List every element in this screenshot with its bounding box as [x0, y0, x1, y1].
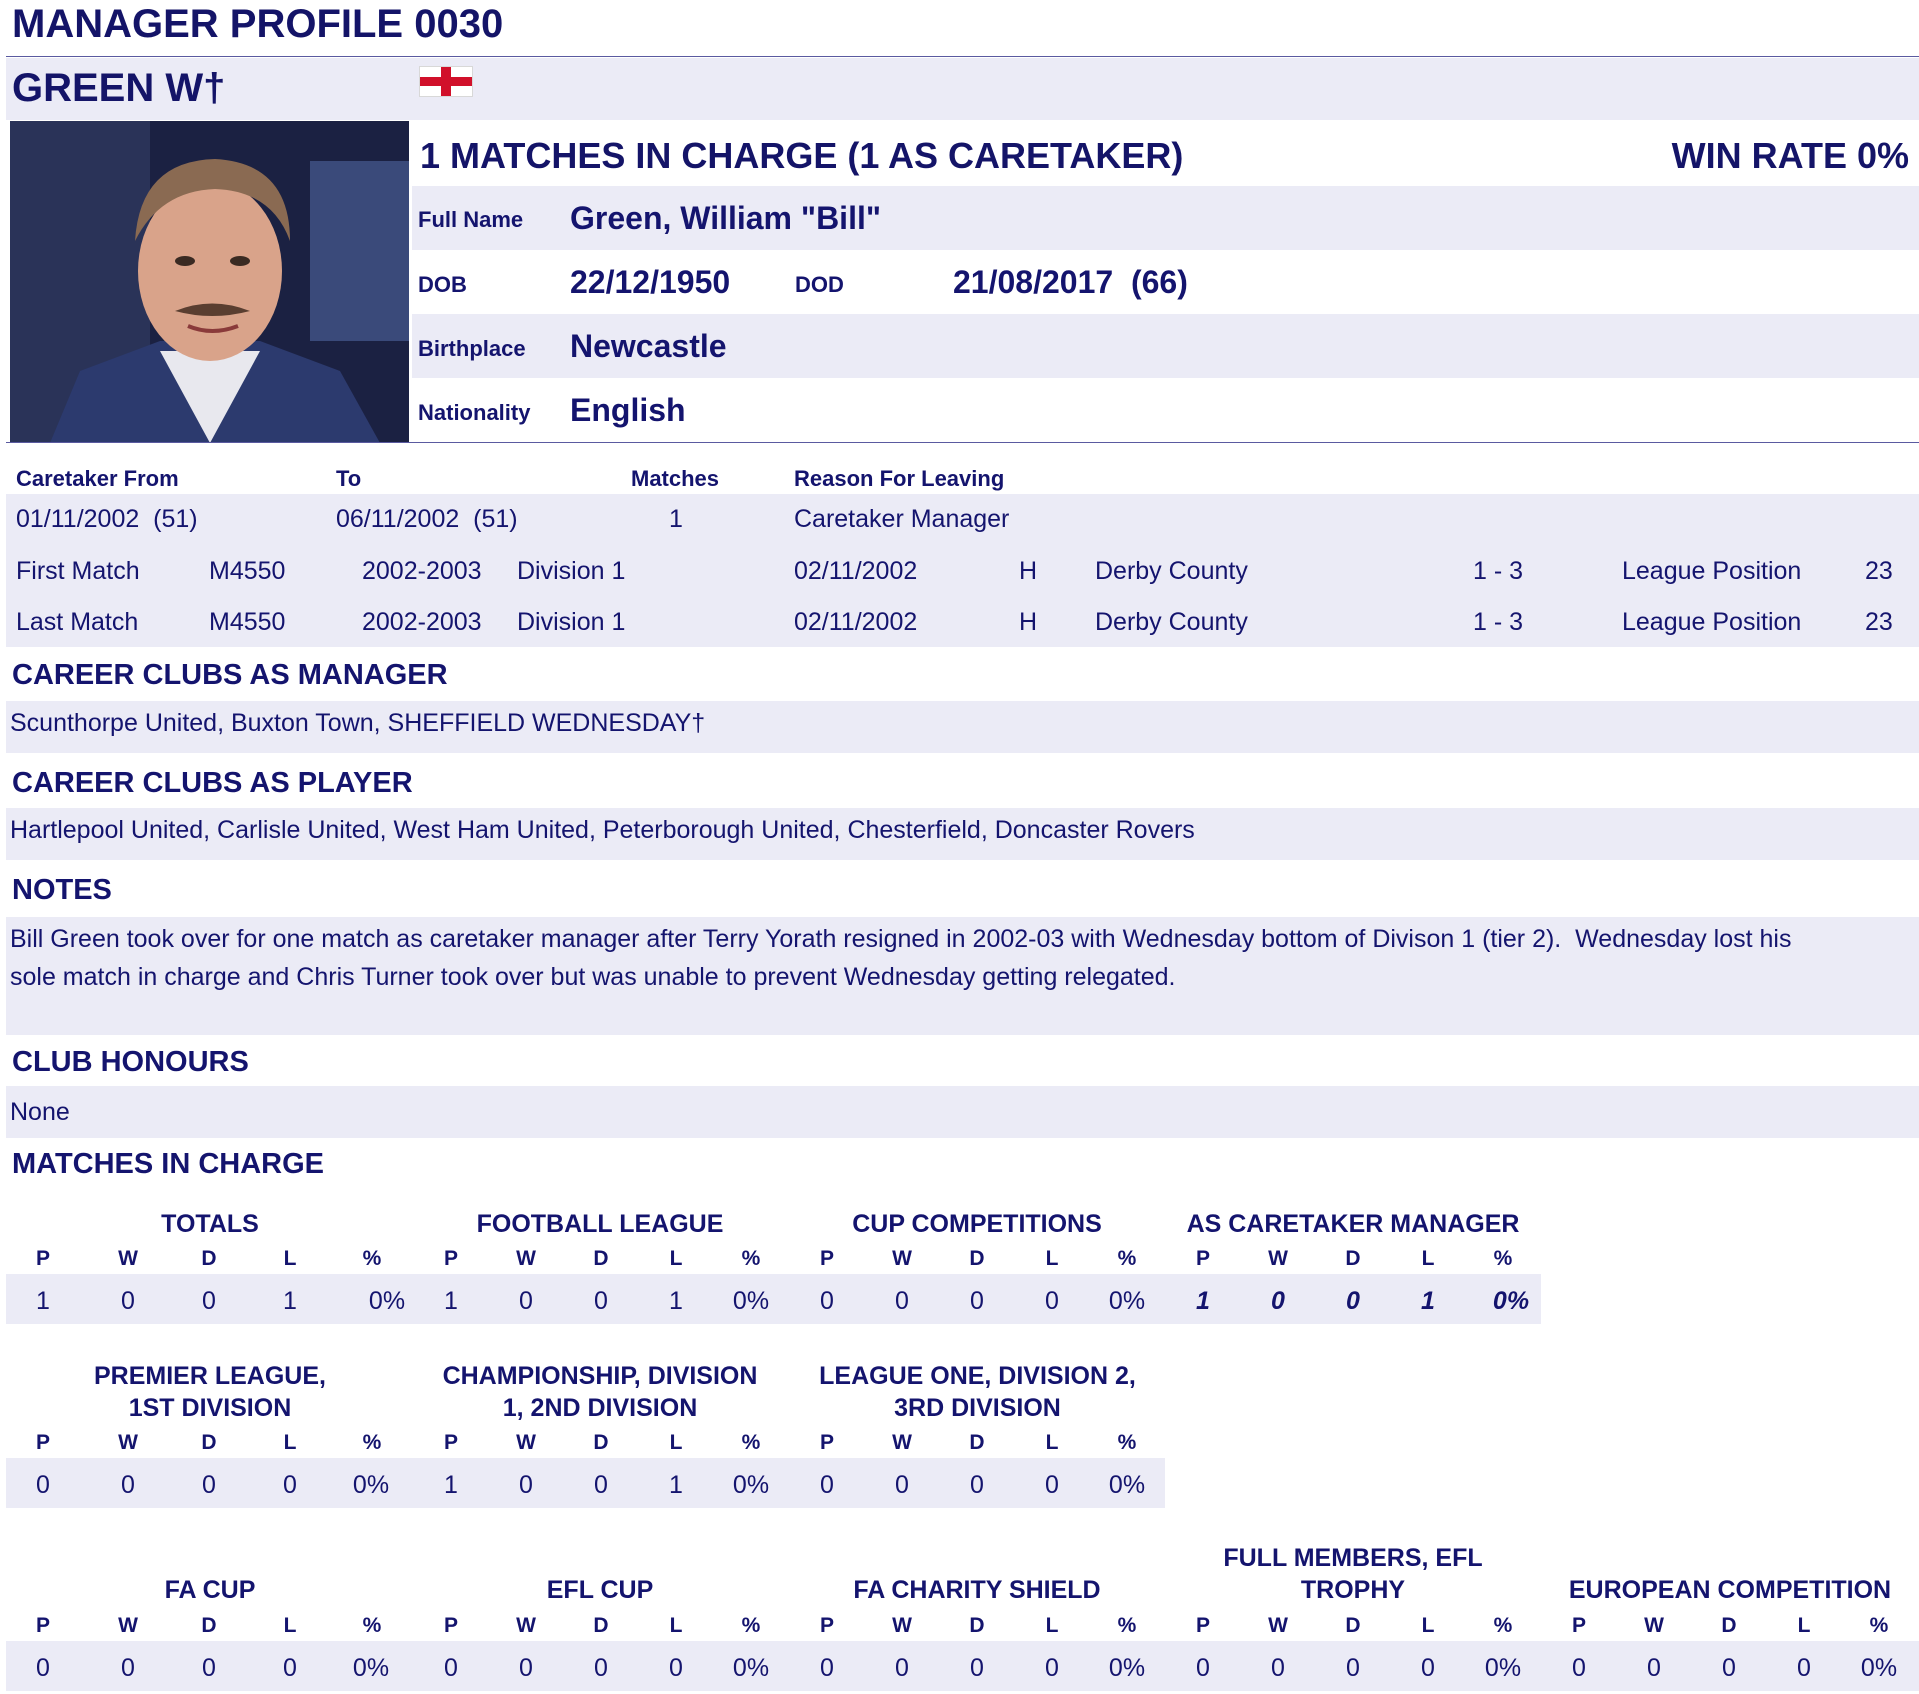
title-divider: [6, 56, 1919, 57]
stat-p: 0: [444, 1654, 458, 1682]
stat-w: 0: [121, 1654, 135, 1682]
col-d: D: [1345, 1614, 1361, 1637]
stats-group-title: EUROPEAN COMPETITION: [1568, 1576, 1892, 1604]
col-d: D: [201, 1247, 217, 1270]
dob-label: DOB: [418, 272, 467, 297]
clubs-player-title: CAREER CLUBS AS PLAYER: [12, 767, 413, 799]
match-opponent: Derby County: [1095, 557, 1248, 585]
col-d: D: [969, 1614, 985, 1637]
col-l: L: [1045, 1614, 1059, 1637]
col-p: P: [35, 1614, 50, 1637]
stat-w: 0: [1271, 1287, 1285, 1315]
col-pct: %: [1117, 1431, 1137, 1454]
matches-in-charge-title: MATCHES IN CHARGE: [12, 1148, 325, 1180]
col-pct: %: [741, 1614, 761, 1637]
stat-l: 0: [1045, 1654, 1059, 1682]
col-d: D: [593, 1247, 609, 1270]
stat-w: 0: [519, 1471, 533, 1499]
col-d: D: [201, 1614, 217, 1637]
col-l: L: [1421, 1614, 1435, 1637]
col-l: L: [669, 1614, 683, 1637]
notes-line-2: sole match in charge and Chris Turner took over but was unable to prevent Wednesday getting relegated.: [10, 963, 1176, 991]
dod-label: DOD: [795, 272, 844, 297]
caretaker-to-header: To: [336, 466, 362, 491]
match-score: 1 - 3: [1473, 557, 1524, 585]
stats-group-title: CHAMPIONSHIP, DIVISION 1, 2ND DIVISION: [442, 1362, 758, 1422]
stat-pct: 0%: [1108, 1287, 1146, 1315]
match-date: 02/11/2002: [794, 557, 918, 585]
honours-title: CLUB HONOURS: [12, 1046, 249, 1078]
stat-p: 0: [820, 1287, 834, 1315]
col-pct: %: [362, 1614, 382, 1637]
stat-pct: 0%: [1860, 1654, 1898, 1682]
col-d: D: [1721, 1614, 1737, 1637]
col-w: W: [1644, 1614, 1664, 1637]
nationality-label: Nationality: [418, 400, 531, 425]
col-l: L: [1421, 1247, 1435, 1270]
match-code: M4550: [209, 557, 286, 585]
stat-l: 1: [283, 1287, 297, 1315]
col-pct: %: [1117, 1614, 1137, 1637]
match-season: 2002-2003: [362, 608, 482, 636]
manager-photo: [10, 121, 409, 443]
stat-w: 0: [121, 1471, 135, 1499]
stat-p: 0: [820, 1654, 834, 1682]
stat-l: 0: [669, 1654, 683, 1682]
col-pct: %: [1117, 1247, 1137, 1270]
notes-title: NOTES: [12, 874, 112, 906]
stat-l: 0: [1045, 1471, 1059, 1499]
stat-d: 0: [202, 1471, 216, 1499]
stat-pct: 0%: [1108, 1654, 1146, 1682]
stat-pct: 0%: [1108, 1471, 1146, 1499]
stat-p: 1: [444, 1287, 458, 1315]
col-l: L: [283, 1247, 297, 1270]
stat-w: 0: [1647, 1654, 1661, 1682]
match-score: 1 - 3: [1473, 608, 1524, 636]
stat-d: 0: [202, 1287, 216, 1315]
col-w: W: [892, 1614, 912, 1637]
col-p: P: [1195, 1614, 1210, 1637]
stat-l: 0: [1797, 1654, 1811, 1682]
col-p: P: [443, 1247, 458, 1270]
col-p: P: [819, 1614, 834, 1637]
col-d: D: [969, 1247, 985, 1270]
honours-band: [6, 1086, 1919, 1138]
league-position-label: League Position: [1622, 608, 1802, 636]
col-p: P: [1571, 1614, 1586, 1637]
stat-p: 1: [444, 1471, 458, 1499]
stat-d: 0: [1722, 1654, 1736, 1682]
match-date: 02/11/2002: [794, 608, 918, 636]
col-w: W: [516, 1247, 536, 1270]
stat-d: 0: [594, 1654, 608, 1682]
stat-w: 0: [895, 1654, 909, 1682]
stat-w: 0: [519, 1287, 533, 1315]
stat-pct: 0%: [368, 1287, 406, 1315]
win-rate: WIN RATE 0%: [1671, 135, 1909, 176]
stat-p: 0: [1196, 1654, 1210, 1682]
matches-in-charge-heading: 1 MATCHES IN CHARGE (1 AS CARETAKER): [420, 135, 1184, 176]
name-band: [6, 58, 1919, 120]
stat-d: 0: [970, 1471, 984, 1499]
col-pct: %: [1493, 1247, 1513, 1270]
caretaker-reason: Caretaker Manager: [794, 505, 1010, 533]
col-w: W: [892, 1247, 912, 1270]
clubs-manager-title: CAREER CLUBS AS MANAGER: [12, 659, 448, 691]
stats-group-title: LEAGUE ONE, DIVISION 2, 3RD DIVISION: [819, 1362, 1136, 1422]
stat-pct: 0%: [1492, 1287, 1530, 1315]
stat-l: 0: [283, 1654, 297, 1682]
stat-d: 0: [202, 1654, 216, 1682]
col-w: W: [118, 1431, 138, 1454]
stat-w: 0: [895, 1471, 909, 1499]
stat-p: 0: [36, 1654, 50, 1682]
stat-l: 1: [1421, 1287, 1435, 1315]
stats-group-title: CUP COMPETITIONS: [852, 1210, 1102, 1238]
birthplace-value: Newcastle: [570, 328, 727, 364]
stat-l: 0: [1045, 1287, 1059, 1315]
col-p: P: [819, 1247, 834, 1270]
stat-d: 0: [1346, 1287, 1360, 1315]
caretaker-reason-header: Reason For Leaving: [794, 466, 1005, 491]
stat-l: 1: [669, 1287, 683, 1315]
stat-p: 0: [1572, 1654, 1586, 1682]
col-p: P: [443, 1431, 458, 1454]
birthplace-label: Birthplace: [418, 336, 526, 361]
league-position-label: League Position: [1622, 557, 1802, 585]
col-w: W: [892, 1431, 912, 1454]
clubs-manager-text: Scunthorpe United, Buxton Town, SHEFFIELD WEDNESDAY†: [10, 709, 706, 737]
match-season: 2002-2003: [362, 557, 482, 585]
match-row-label: Last Match: [16, 608, 139, 636]
stats-group-title: PREMIER LEAGUE, 1ST DIVISION: [94, 1362, 326, 1422]
match-row-label: First Match: [16, 557, 140, 585]
stat-d: 0: [970, 1287, 984, 1315]
match-division: Division 1: [517, 608, 626, 636]
col-d: D: [201, 1431, 217, 1454]
col-l: L: [669, 1247, 683, 1270]
stat-pct: 0%: [732, 1654, 770, 1682]
col-w: W: [118, 1614, 138, 1637]
caretaker-from: 01/11/2002 (51): [16, 505, 198, 533]
stat-w: 0: [895, 1287, 909, 1315]
stat-w: 0: [519, 1654, 533, 1682]
col-p: P: [35, 1247, 50, 1270]
col-p: P: [443, 1614, 458, 1637]
match-division: Division 1: [517, 557, 626, 585]
manager-name: GREEN W†: [12, 66, 226, 110]
col-pct: %: [741, 1431, 761, 1454]
col-l: L: [1045, 1431, 1059, 1454]
col-p: P: [35, 1431, 50, 1454]
match-venue: H: [1019, 608, 1038, 636]
stat-pct: 0%: [1484, 1654, 1522, 1682]
nationality-value: English: [570, 392, 686, 428]
match-code: M4550: [209, 608, 286, 636]
stat-pct: 0%: [732, 1287, 770, 1315]
col-l: L: [1045, 1247, 1059, 1270]
col-pct: %: [362, 1431, 382, 1454]
stat-d: 0: [594, 1287, 608, 1315]
col-l: L: [669, 1431, 683, 1454]
col-l: L: [283, 1431, 297, 1454]
dod-value: 21/08/2017 (66): [953, 264, 1188, 300]
col-w: W: [1268, 1247, 1288, 1270]
clubs-player-text: Hartlepool United, Carlisle United, West Ham United, Peterborough United, Chesterfield, Doncaster Rovers: [10, 816, 1195, 844]
col-d: D: [593, 1431, 609, 1454]
notes-line-1: Bill Green took over for one match as caretaker manager after Terry Yorath resigned in 2002-03 with Wednesday bottom of Divison 1 (tier 2). Wednesday lost his: [10, 925, 1792, 953]
stats-group-title: FOOTBALL LEAGUE: [476, 1210, 724, 1238]
col-w: W: [118, 1247, 138, 1270]
stats-group-title: TOTALS: [161, 1210, 259, 1238]
col-pct: %: [1493, 1614, 1513, 1637]
col-w: W: [516, 1431, 536, 1454]
stat-d: 0: [594, 1471, 608, 1499]
col-w: W: [1268, 1614, 1288, 1637]
stat-p: 0: [36, 1471, 50, 1499]
col-d: D: [969, 1431, 985, 1454]
honours-text: None: [10, 1098, 70, 1126]
col-d: D: [593, 1614, 609, 1637]
match-venue: H: [1019, 557, 1038, 585]
full-name-label: Full Name: [418, 207, 524, 232]
stat-pct: 0%: [352, 1654, 390, 1682]
stat-l: 1: [669, 1471, 683, 1499]
col-pct: %: [741, 1247, 761, 1270]
col-pct: %: [362, 1247, 382, 1270]
stat-w: 0: [1271, 1654, 1285, 1682]
caretaker-to: 06/11/2002 (51): [336, 505, 518, 533]
stats-group-title: FA CUP: [164, 1576, 256, 1604]
col-l: L: [283, 1614, 297, 1637]
profile-divider: [6, 442, 1919, 443]
league-position: 23: [1865, 608, 1893, 636]
caretaker-matches: 1: [669, 505, 683, 533]
stats-group-title: FA CHARITY SHIELD: [853, 1576, 1101, 1604]
stat-p: 1: [1196, 1287, 1210, 1315]
full-name-value: Green, William "Bill": [570, 200, 882, 236]
page-title: MANAGER PROFILE 0030: [12, 2, 504, 46]
col-p: P: [819, 1431, 834, 1454]
dob-value: 22/12/1950: [570, 264, 731, 300]
col-l: L: [1797, 1614, 1811, 1637]
col-d: D: [1345, 1247, 1361, 1270]
col-p: P: [1195, 1247, 1210, 1270]
stat-l: 0: [283, 1471, 297, 1499]
league-position: 23: [1865, 557, 1893, 585]
stat-pct: 0%: [732, 1471, 770, 1499]
stat-d: 0: [970, 1654, 984, 1682]
stats-group-title: AS CARETAKER MANAGER: [1186, 1210, 1520, 1238]
caretaker-from-header: Caretaker From: [16, 466, 179, 491]
stats-group-title: EFL CUP: [546, 1576, 654, 1604]
stat-p: 1: [36, 1287, 50, 1315]
caretaker-matches-header: Matches: [631, 466, 720, 491]
stat-w: 0: [121, 1287, 135, 1315]
col-pct: %: [1869, 1614, 1889, 1637]
stat-p: 0: [820, 1471, 834, 1499]
stat-d: 0: [1346, 1654, 1360, 1682]
england-flag-icon: [419, 66, 473, 97]
match-opponent: Derby County: [1095, 608, 1248, 636]
stat-l: 0: [1421, 1654, 1435, 1682]
stat-pct: 0%: [352, 1471, 390, 1499]
stats-group-title: FULL MEMBERS, EFL TROPHY: [1223, 1544, 1483, 1604]
col-w: W: [516, 1614, 536, 1637]
